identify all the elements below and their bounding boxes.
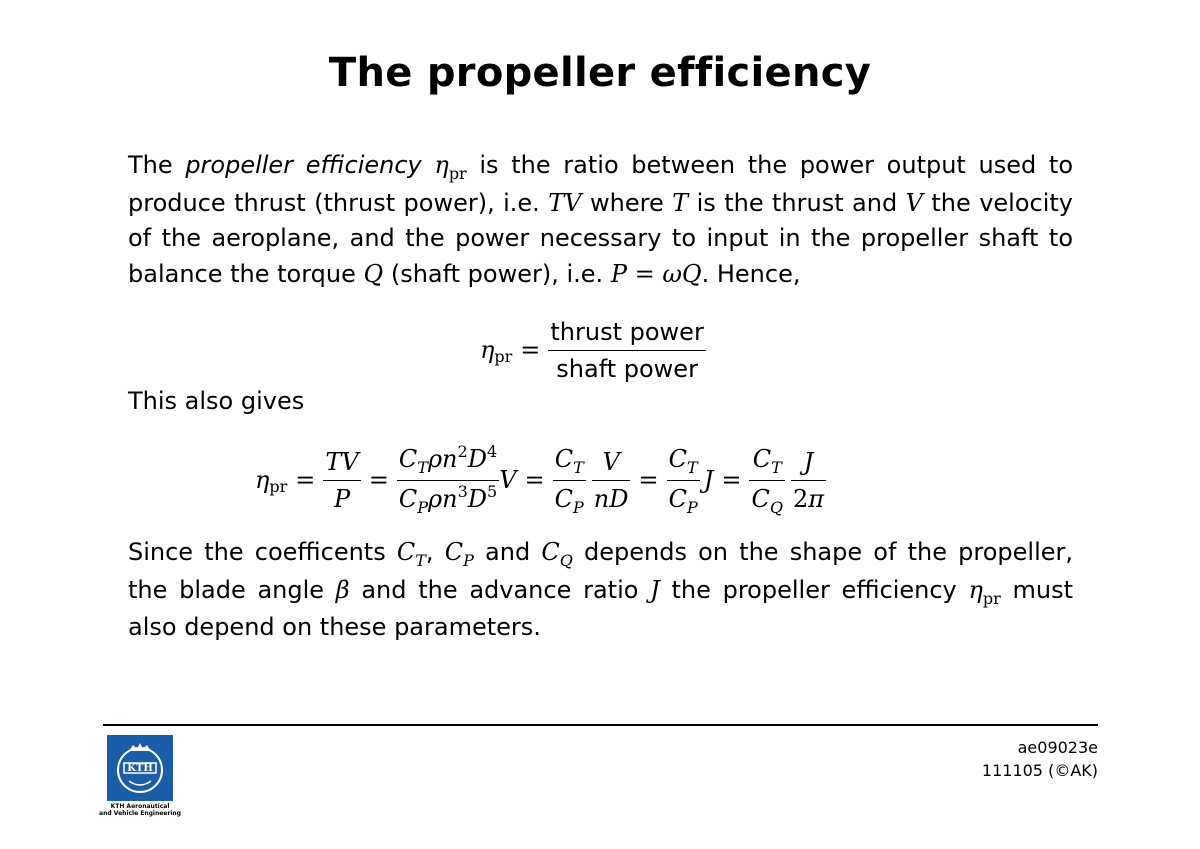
text: , xyxy=(425,538,445,566)
symbol-j: J xyxy=(650,575,660,604)
fraction-numerator: TV xyxy=(323,444,360,481)
emphasis-term: propeller efficiency xyxy=(185,151,422,179)
text: must also depend on these parameters. xyxy=(128,575,1073,641)
equals-sign: = xyxy=(520,336,541,364)
equals-sign: = xyxy=(524,466,545,494)
fraction-denominator: shaft power xyxy=(556,354,698,383)
fraction-numerator: J xyxy=(791,444,826,481)
subscript-t: T xyxy=(415,551,426,570)
symbol-q: Q xyxy=(363,259,384,288)
symbol-c: C xyxy=(444,538,464,566)
fraction-ct-rho-over-cp-rho xyxy=(397,441,499,520)
fraction-ct-over-cp xyxy=(667,441,700,520)
symbol-c: C xyxy=(752,444,772,473)
symbol-c: C xyxy=(668,444,688,473)
subscript-q: Q xyxy=(769,497,783,517)
symbol-eta: η xyxy=(480,336,495,364)
equals-sign: = xyxy=(368,466,389,494)
text: . Hence, xyxy=(701,259,801,288)
subscript-t: T xyxy=(771,457,782,477)
fraction-numerator xyxy=(667,441,700,481)
equals-sign: = xyxy=(295,466,316,494)
symbol-d: D xyxy=(467,444,487,473)
equals-sign: = xyxy=(638,466,659,494)
symbol-v: V xyxy=(499,466,517,494)
subscript-t: T xyxy=(417,457,428,477)
symbol-rho: ρ xyxy=(427,484,443,513)
fraction-ct-over-cq xyxy=(749,441,785,520)
symbol-beta: β xyxy=(335,575,350,604)
symbol-v: V xyxy=(905,188,923,217)
superscript-3: 3 xyxy=(457,481,468,501)
subscript-p: P xyxy=(573,497,584,517)
subscript-q: Q xyxy=(559,551,573,570)
fraction-numerator xyxy=(749,441,785,481)
text: and the advance ratio xyxy=(349,575,651,604)
superscript-5: 5 xyxy=(487,481,498,501)
fraction-denominator xyxy=(791,481,826,517)
fraction-denominator xyxy=(749,481,785,520)
fraction xyxy=(548,314,705,387)
fraction-tv-over-p xyxy=(323,444,360,517)
symbol-omega: ω xyxy=(662,259,682,288)
transition-paragraph: This also gives xyxy=(128,387,305,415)
symbol-c: C xyxy=(396,538,416,566)
symbol-d: D xyxy=(467,484,487,513)
text: The xyxy=(128,151,186,179)
fraction-denominator xyxy=(397,481,499,520)
symbol-rho: ρ xyxy=(427,444,443,473)
text: depends on the shape of the propeller, the blade angle xyxy=(128,538,1073,604)
text: the velocity of the aeroplane, and the power necessary to input in the propeller shaft to balance the torque xyxy=(128,188,1074,288)
fraction-denominator: P xyxy=(333,484,351,513)
text: and xyxy=(473,538,542,566)
fraction-numerator: V xyxy=(592,444,631,481)
fraction-numerator xyxy=(397,441,499,481)
fraction-j-over-2pi xyxy=(791,444,826,517)
department-label xyxy=(90,803,190,817)
symbol-c: C xyxy=(554,444,574,473)
symbol-c: C xyxy=(668,484,687,513)
subscript-p: P xyxy=(463,551,474,570)
text: is the ratio between the power output used to produce thrust (thrust power), i.e. xyxy=(128,151,1073,217)
symbol-tv: TV xyxy=(548,188,582,217)
fraction-numerator xyxy=(553,441,586,481)
subscript-p: P xyxy=(417,497,428,517)
subscript-pr: pr xyxy=(269,476,288,496)
subscript-t: T xyxy=(687,457,698,477)
department-line-1: KTH Aeronautical xyxy=(110,803,170,810)
superscript-4: 4 xyxy=(486,441,498,461)
fraction-numerator: thrust power xyxy=(548,314,705,351)
symbol-c: C xyxy=(554,484,574,513)
fraction-ct-over-cp xyxy=(553,441,586,520)
symbol-c: C xyxy=(398,444,418,473)
symbol-q: Q xyxy=(681,259,702,288)
subscript-p: P xyxy=(686,497,698,517)
text: Since the coefficents xyxy=(128,538,397,566)
fraction-denominator xyxy=(553,481,586,520)
slide-code: ae09023e xyxy=(1017,738,1098,757)
symbol-t: T xyxy=(672,188,689,217)
fraction-denominator xyxy=(667,481,700,520)
digit-2: 2 xyxy=(792,484,809,513)
footer-divider xyxy=(103,724,1098,726)
equation-efficiency-definition xyxy=(480,310,706,390)
text: where xyxy=(581,188,673,217)
equation-efficiency-coefficients xyxy=(255,440,826,520)
kth-crest-icon xyxy=(107,735,173,801)
symbol-eta: η xyxy=(255,466,270,494)
intro-paragraph xyxy=(128,148,1073,292)
symbol-j: J xyxy=(703,466,714,494)
symbol-n: n xyxy=(442,484,458,513)
department-line-2: and Vehicle Engineering xyxy=(99,810,181,817)
fraction-v-over-nd xyxy=(592,444,631,517)
logo-lettering: KTH xyxy=(127,763,153,774)
text: is the thrust and xyxy=(688,188,906,217)
symbol-c: C xyxy=(541,538,560,566)
fraction-denominator: nD xyxy=(593,484,629,513)
subscript-pr: pr xyxy=(982,588,1001,608)
symbol-eta: η xyxy=(434,151,449,179)
equals-sign: = xyxy=(626,259,663,288)
kth-logo xyxy=(107,735,173,801)
equals-sign: = xyxy=(721,466,742,494)
symbol-c: C xyxy=(398,484,418,513)
text: the propeller efficiency xyxy=(659,575,969,604)
slide-date: 111105 (©AK) xyxy=(981,761,1098,780)
symbol-pi: π xyxy=(808,484,825,513)
symbol-c: C xyxy=(751,484,770,513)
slide-title: The propeller efficiency xyxy=(328,50,872,96)
subscript-t: T xyxy=(573,457,584,477)
subscript-pr: pr xyxy=(494,346,513,366)
symbol-eta: η xyxy=(968,575,983,604)
text: (shaft power), i.e. xyxy=(383,259,611,288)
superscript-2: 2 xyxy=(457,441,468,461)
subscript-pr: pr xyxy=(448,164,467,183)
symbol-n: n xyxy=(442,444,458,473)
symbol-p: P xyxy=(610,259,627,288)
conclusion-paragraph xyxy=(128,535,1073,646)
